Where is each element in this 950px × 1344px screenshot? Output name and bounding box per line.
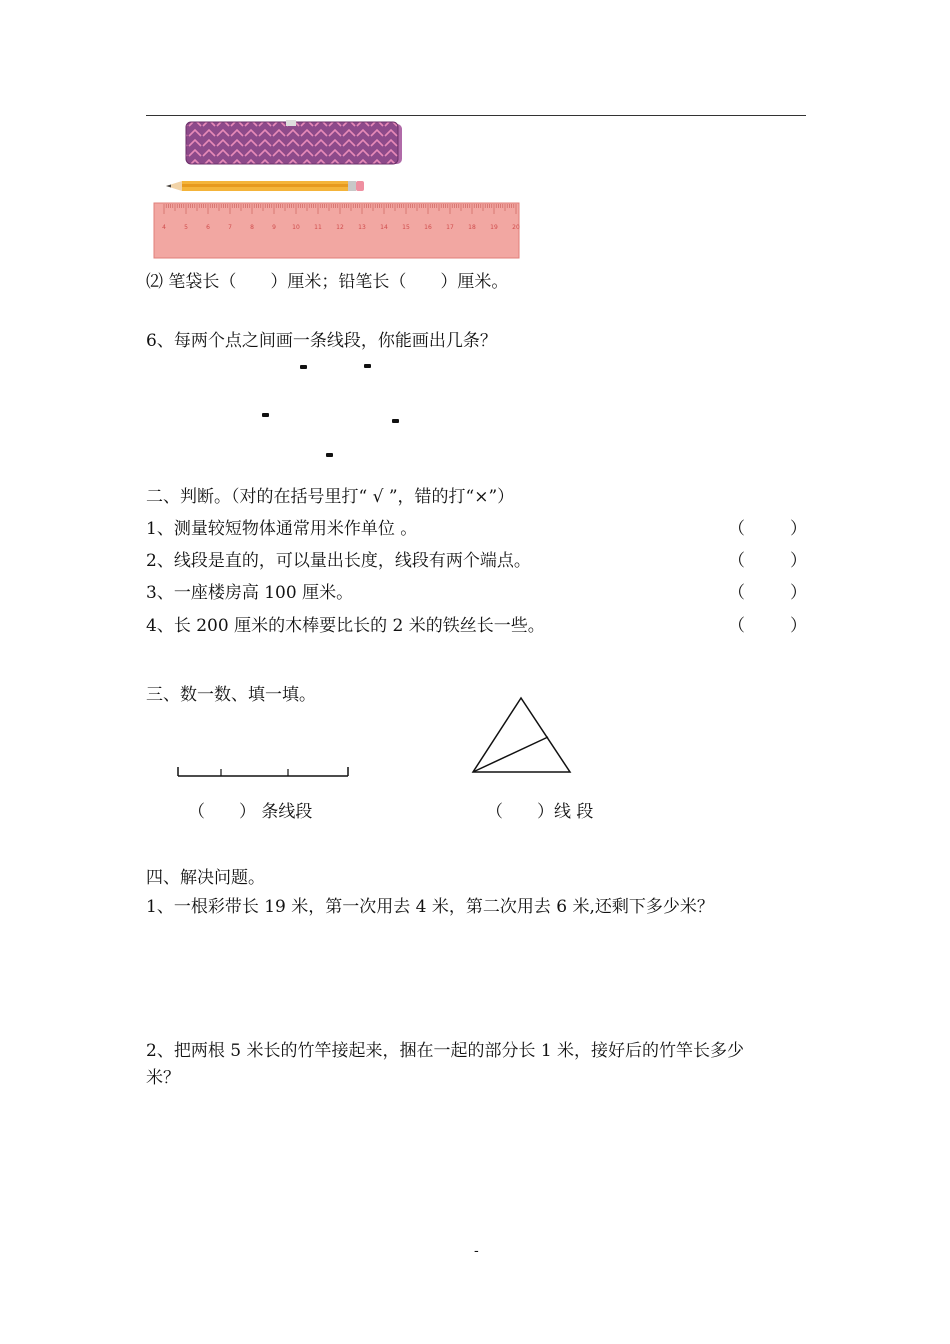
count-segments-label: （ ） 条线段 [188, 802, 313, 822]
problem-2-line-1: 2、把两根 5 米长的竹竿接起来，捆在一起的部分长 1 米，接好后的竹竿长多少 [146, 1041, 745, 1061]
ruler-icon [154, 203, 520, 258]
ruler-number: 20 [512, 224, 520, 231]
judge-item-1: 1、测量较短物体通常用米作单位 。 [146, 519, 418, 539]
count-triangle-segments-label: （ ）线 段 [486, 802, 594, 822]
ruler-number: 13 [358, 224, 366, 231]
q5-2-text: ⑵ 笔袋长（ ）厘米；铅笔长（ ）厘米。 [146, 272, 509, 292]
segment-line-figure [170, 760, 360, 782]
ruler-number: 14 [380, 224, 388, 231]
triangle-figure [465, 692, 580, 778]
point-dot [300, 365, 307, 369]
answer-right-paren: ） [790, 583, 807, 603]
page-footer-mark: - [474, 1243, 479, 1259]
answer-left-paren: （ [728, 616, 745, 636]
section2-heading: 二、判断。（对的在括号里打“ √ ”，错的打“×”） [146, 487, 515, 507]
ruler-number: 10 [292, 224, 300, 231]
section3-heading: 三、数一数、填一填。 [146, 685, 316, 705]
answer-right-paren: ） [790, 551, 807, 571]
ruler-number: 12 [336, 224, 344, 231]
ruler-number: 5 [184, 224, 188, 231]
header-rule [146, 115, 806, 116]
judge-item-2: 2、线段是直的，可以量出长度，线段有两个端点。 [146, 551, 531, 571]
ruler-number: 6 [206, 224, 210, 231]
point-dot [262, 413, 269, 417]
ruler-number: 19 [490, 224, 498, 231]
ruler-number: 9 [272, 224, 276, 231]
ruler-number: 8 [250, 224, 254, 231]
answer-left-paren: （ [728, 551, 745, 571]
answer-right-paren: ） [790, 616, 807, 636]
section4-heading: 四、解决问题。 [146, 868, 265, 888]
ruler-number: 11 [314, 224, 322, 231]
point-dot [326, 453, 333, 457]
problem-2-line-2: 米？ [146, 1068, 180, 1088]
ruler-number: 15 [402, 224, 410, 231]
q6-text: 6、每两个点之间画一条线段，你能画出几条？ [146, 331, 497, 351]
problem-1: 1、一根彩带长 19 米，第一次用去 4 米，第二次用去 6 米,还剩下多少米？ [146, 897, 714, 917]
judge-item-3: 3、一座楼房高 100 厘米。 [146, 583, 354, 603]
ruler-number: 7 [228, 224, 232, 231]
answer-left-paren: （ [728, 519, 745, 539]
pencil-case-icon [186, 120, 402, 164]
ruler-number: 4 [162, 224, 166, 231]
point-dot [364, 364, 371, 368]
answer-left-paren: （ [728, 583, 745, 603]
measuring-illustration [146, 118, 526, 263]
ruler-number: 18 [468, 224, 476, 231]
answer-right-paren: ） [790, 519, 807, 539]
point-dot [392, 419, 399, 423]
ruler-number: 17 [446, 224, 454, 231]
judge-item-4: 4、长 200 厘米的木棒要比长的 2 米的铁丝长一些。 [146, 616, 545, 636]
pencil-icon [166, 181, 364, 191]
ruler-number: 16 [424, 224, 432, 231]
